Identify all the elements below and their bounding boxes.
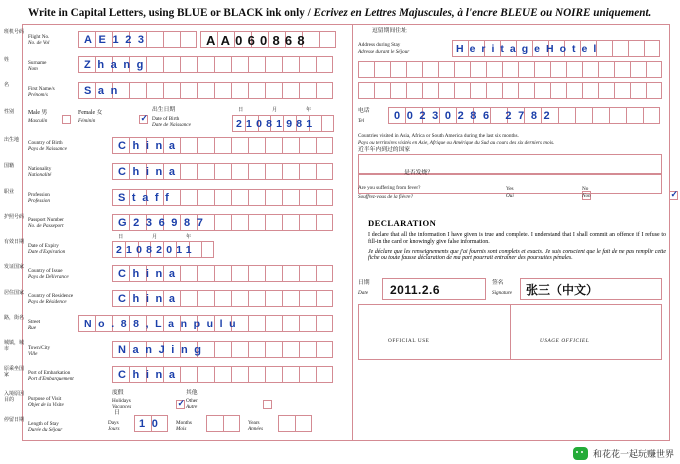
label-issue-en: Country of Issue: [28, 268, 63, 274]
label-residence-en: Country of Residence: [28, 293, 74, 299]
profession-value: Staff: [118, 192, 176, 204]
label-purpose-en: Purpose of Visit: [28, 396, 62, 402]
declaration-en: I declare that all the information I have given is true and complete. I understand that I shall commit an offence if I refuse to fill-in the card or knowingly give false information.: [368, 232, 666, 245]
address-value: HeritageHotel: [456, 43, 603, 55]
label-flight-fr: No. de Vol: [28, 40, 50, 46]
dob-month-label: 月: [272, 107, 278, 113]
label-fever-yes-fr: Oui: [506, 193, 514, 199]
signature-value: 张三（中文）: [526, 283, 599, 297]
spine-issue: 发证国家: [4, 264, 25, 270]
label-signature-en: Signature: [492, 290, 512, 296]
flight-extra-value: AA060868: [206, 33, 310, 48]
label-birthplace-fr: Pays de Naissance: [28, 146, 67, 152]
label-profession-fr: Profession: [28, 198, 50, 204]
label-firstname-fr: Prénom/s: [28, 92, 48, 98]
expiry-year-label: 年: [186, 234, 192, 240]
label-embark-fr: Port d'Embarquement: [28, 376, 74, 382]
label-expiry-en: Date of Expiry: [28, 243, 59, 249]
passport-value: G236987: [118, 217, 210, 229]
tel-value: 00230286 2782: [394, 110, 557, 122]
dob-value: 21081981: [236, 118, 317, 130]
spine-passport: 护照号码: [4, 214, 25, 220]
spine-profession: 职业: [4, 189, 15, 195]
label-days-cn: 日: [114, 410, 120, 416]
address-field-line2[interactable]: [358, 61, 662, 78]
firstname-value: San: [84, 85, 124, 97]
label-holiday-cn: 度假: [112, 390, 124, 396]
label-male: Male 男: [28, 110, 48, 116]
nationality-value: China: [118, 166, 182, 178]
issue-value: China: [118, 268, 182, 280]
label-tel-cn: 电话: [358, 108, 370, 114]
label-street-fr: Rue: [28, 325, 37, 331]
label-other-fr: Autre: [186, 404, 198, 410]
label-fever-no-en: No: [582, 186, 589, 192]
label-profession-en: Profession: [28, 192, 50, 198]
label-dob-en: Date of Birth: [152, 116, 180, 122]
label-address-en: Address during Stay: [358, 42, 401, 48]
label-fever-no-fr: Non: [582, 193, 591, 199]
wechat-icon: [573, 447, 588, 460]
stay-days-value: 10: [139, 418, 165, 430]
residence-value: China: [118, 293, 182, 305]
label-nationality-en: Nationality: [28, 166, 52, 172]
label-female-fr: Féminin: [78, 118, 96, 124]
label-residence-fr: Pays de Résidence: [28, 299, 67, 305]
spine-birthplace: 出生地: [4, 137, 20, 143]
stay-months-field[interactable]: [206, 415, 240, 432]
spine-embark: 原乘坐国家: [4, 366, 25, 378]
birthplace-value: China: [118, 140, 182, 152]
label-days-en: Days: [108, 420, 119, 426]
stay-years-field[interactable]: [278, 415, 312, 432]
label-days-fr: Jours: [108, 426, 120, 432]
street-value: No.88,Lanpulu: [84, 318, 243, 330]
label-fever-yes-en: Yes: [506, 186, 514, 192]
expiry-month-label: 月: [152, 234, 158, 240]
spine-firstname: 名: [4, 82, 10, 88]
label-passport-en: Passport Number: [28, 217, 64, 223]
dob-day-label: 日: [238, 107, 244, 113]
label-purpose-fr: Objet de la Visite: [28, 402, 64, 408]
city-value: NanJing: [118, 344, 208, 356]
spine-sex: 性别: [4, 109, 15, 115]
embark-value: China: [118, 369, 182, 381]
flight-no-value: AE123: [84, 34, 151, 46]
page-title: [28, 7, 668, 19]
official-use-divider: [510, 304, 511, 360]
purpose-other-checkbox[interactable]: [263, 400, 272, 409]
label-countries-cn: 近半年内到过的国家: [358, 147, 411, 153]
label-years-en: Years: [248, 420, 260, 426]
header-fr: Ecrivez en Lettres Majuscules, à l'encre BLEUE ou NOIRE uniquement.: [313, 7, 652, 19]
fever-no-checkbox[interactable]: [669, 191, 678, 200]
label-stay-en: Length of Stay: [28, 421, 59, 427]
label-city-en: Town/City: [28, 345, 51, 351]
label-holiday-en: Holidays: [112, 398, 131, 404]
label-other-cn: 其他: [186, 390, 198, 396]
spine-surname: 姓: [4, 57, 10, 63]
address-field-line3[interactable]: [358, 82, 662, 99]
label-male-fr: Masculin: [28, 118, 48, 124]
official-use-en: OFFICIAL USE: [388, 338, 430, 344]
spine-stay: 停留日期: [4, 417, 25, 423]
label-date-cn: 日期: [358, 280, 370, 286]
label-issue-fr: Pays de Délivrance: [28, 274, 69, 280]
label-countries-en: Countries visited in Asia, Africa or South America during the last six months.: [358, 133, 519, 139]
spine-nationality: 国籍: [4, 163, 15, 169]
label-female: Female 女: [78, 110, 103, 116]
spine-flight: 班机号码: [4, 29, 25, 35]
label-fever-fr: Souffrez-vous de la fièvre?: [358, 194, 414, 200]
label-countries-fr: Pays ou territoires visités en Asie, Afrique ou Amérique du Sud au cours des six derniers mois.: [358, 140, 555, 146]
declaration-title: DECLARATION: [368, 218, 437, 228]
frame-bottom: [22, 440, 670, 441]
label-birthplace-en: Country of Birth: [28, 140, 63, 146]
spine-street: 路，街名: [4, 315, 25, 321]
label-street-en: Street: [28, 319, 41, 325]
label-other-en: Other: [186, 398, 198, 404]
frame-right: [669, 24, 670, 440]
label-address-cn: 逗留期间住址: [372, 28, 407, 34]
label-years-fr: Années: [248, 426, 263, 432]
label-embark-en: Port of Embarkation: [28, 370, 71, 376]
label-surname-fr: Nom: [28, 66, 38, 72]
header-divider: [22, 24, 670, 25]
purpose-holiday-checkbox[interactable]: [176, 400, 185, 409]
label-months-en: Months: [176, 420, 192, 426]
label-surname-en: Surname: [28, 60, 47, 66]
label-stay-fr: Durée du Séjour: [28, 427, 63, 433]
date-value: 2011.2.6: [390, 283, 441, 297]
label-passport-fr: No. de Passeport: [28, 223, 64, 229]
label-tel-en: Tel: [358, 118, 365, 124]
expiry-value: 21082011: [116, 244, 196, 256]
frame-middle: [352, 24, 353, 440]
label-dob-cn: 出生日期: [152, 107, 176, 113]
spine-residence: 居住国家: [4, 290, 25, 296]
label-nationality-fr: Nationalité: [28, 172, 52, 178]
spine-purpose: 入境原因 目的: [4, 391, 25, 403]
label-date-en: Date: [358, 290, 369, 296]
sex-female-checkbox[interactable]: [139, 115, 148, 124]
label-holiday-fr: Vacances: [112, 404, 132, 410]
label-fever-en: Are you suffering from fever?: [358, 185, 421, 191]
label-months-fr: Mois: [176, 426, 187, 432]
sex-male-checkbox[interactable]: [62, 115, 71, 124]
official-use-fr: USAGE OFFICIEL: [540, 338, 590, 344]
surname-value: Zhang: [84, 59, 150, 71]
spine-city: 城镇，城市: [4, 340, 25, 352]
label-signature-cn: 签名: [492, 280, 504, 286]
label-city-fr: Ville: [28, 351, 38, 357]
label-firstname-en: First Name/s: [28, 86, 55, 92]
declaration-block: [368, 218, 666, 265]
expiry-day-label: 日: [118, 234, 124, 240]
header-en: Write in Capital Letters, using BLUE or BLACK ink only /: [28, 7, 314, 19]
label-flight-en: Flight No.: [28, 34, 50, 40]
label-expiry-fr: Date d'Expiration: [28, 249, 66, 255]
spine-expiry: 有效日期: [4, 239, 25, 245]
label-fever-cn: 是否发烧？: [404, 170, 433, 176]
label-dob-fr: Date de Naissance: [152, 122, 191, 128]
label-address-fr: Adresse durant le Séjour: [358, 49, 410, 55]
declaration-fr: Je déclare que les renseignements que j'ai fournis sont complets et exacts. Je suis conscient que le fait de ne pas remplir cette fiche ou toute fausse déclaration de ma part pourrait entraîner des poursuites pénales.: [368, 248, 666, 262]
dob-year-label: 年: [306, 107, 312, 113]
wechat-label: 和花花一起玩赚世界: [592, 450, 674, 460]
wechat-watermark: [573, 447, 674, 460]
